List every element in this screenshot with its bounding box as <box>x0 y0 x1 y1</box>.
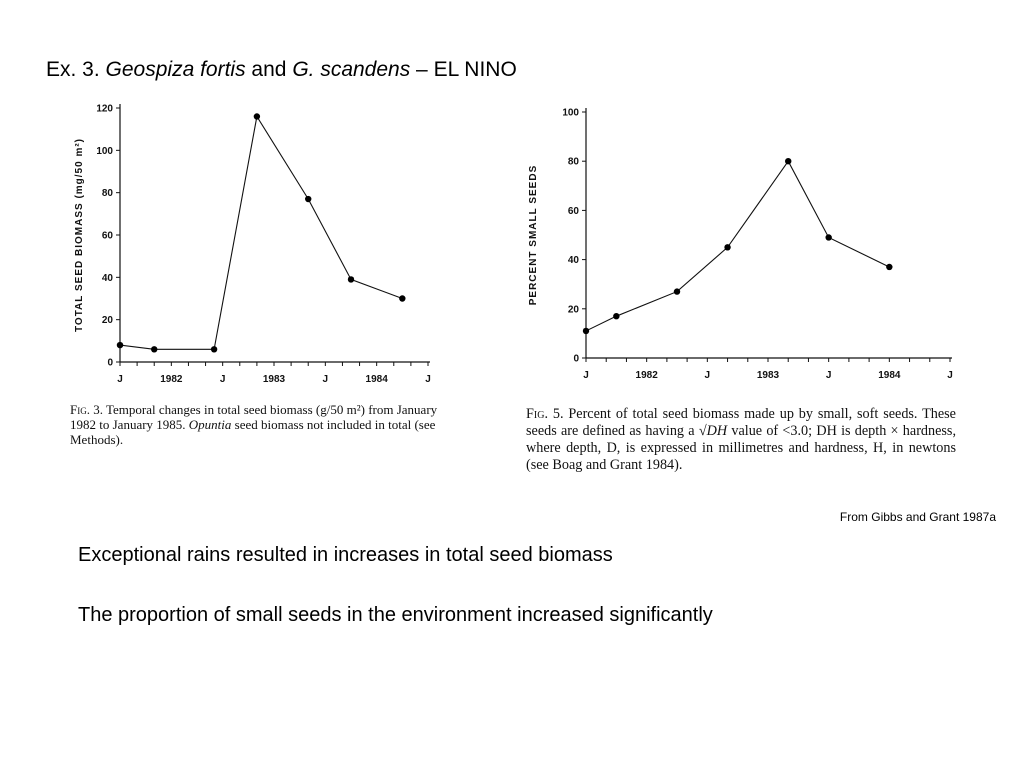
x-tick-label: J <box>219 374 226 385</box>
data-point <box>886 264 892 270</box>
data-point <box>348 276 354 282</box>
title-species-2: G. scandens <box>292 58 411 81</box>
x-tick-label: J <box>704 370 711 381</box>
x-tick-label: J <box>825 370 832 381</box>
data-point <box>613 313 619 319</box>
figure-5-sqrt: √DH <box>698 423 728 439</box>
y-tick-label: 40 <box>101 272 113 284</box>
y-tick-label: 80 <box>101 188 113 200</box>
x-tick-label: J <box>947 370 953 381</box>
x-tick-label: 1984 <box>878 370 901 381</box>
y-tick-label: 60 <box>567 205 579 217</box>
data-point <box>151 346 157 352</box>
x-tick-label: 1984 <box>365 374 388 385</box>
x-tick-label: J <box>583 370 589 381</box>
y-tick-label: 0 <box>573 353 579 365</box>
title-species-1: Geospiza fortis <box>105 58 246 81</box>
y-tick-label: 100 <box>562 107 579 119</box>
data-point <box>724 244 730 250</box>
figure-5-label: Fig. 5. <box>526 406 564 422</box>
figure-3-italic: Opuntia <box>188 417 232 432</box>
x-tick-label: J <box>425 374 431 385</box>
y-tick-label: 120 <box>96 103 113 115</box>
data-point <box>305 196 311 202</box>
data-point <box>674 288 680 294</box>
figure-3-caption <box>70 402 440 447</box>
figure-3-text-end: seed biomass not included in total (see Methods). <box>70 417 436 447</box>
data-point <box>825 234 831 240</box>
x-tick-label: 1983 <box>262 374 286 385</box>
x-tick-label: 1983 <box>756 370 780 381</box>
data-point <box>254 113 260 119</box>
title-suffix: – EL NINO <box>410 58 517 81</box>
x-tick-label: 1982 <box>635 370 658 381</box>
figure-5-caption <box>526 406 956 474</box>
x-tick-label: J <box>117 374 123 385</box>
data-point <box>583 328 589 334</box>
y-tick-label: 40 <box>567 255 579 267</box>
series-line <box>586 161 889 331</box>
body-line-1: Exceptional rains resulted in increases in total seed biomass <box>78 544 613 566</box>
y-tick-label: 20 <box>101 315 113 327</box>
title-prefix: Ex. 3. <box>46 58 106 81</box>
body-line-2: The proportion of small seeds in the environment increased significantly <box>78 604 713 626</box>
figure-5-text: Percent of total seed biomass made up by small, soft seeds. These seeds are defined as having a <box>526 406 956 439</box>
seed-biomass-chart <box>68 96 448 396</box>
figure-3-text: Temporal changes in total seed biomass (g/50 m²) from January 1982 to January 1985. <box>70 402 438 432</box>
series-line <box>120 116 402 349</box>
figure-3-label: Fig. 3. <box>70 402 103 417</box>
data-point <box>117 342 123 348</box>
figure-5-text-end: value of <3.0; DH is depth × hardness, where depth, D, is expressed in millimetres and hardness, H, in newtons (see Boag and Grant 1984). <box>526 423 956 473</box>
data-point <box>399 295 405 301</box>
y-tick-label: 100 <box>96 145 113 157</box>
small-seeds-chart <box>518 96 968 396</box>
data-point <box>211 346 217 352</box>
y-tick-label: 0 <box>107 357 113 369</box>
y-tick-label: 80 <box>567 156 579 168</box>
y-tick-label: 20 <box>567 304 579 316</box>
source-credit: From Gibbs and Grant 1987a <box>839 510 996 524</box>
data-point <box>785 158 791 164</box>
x-tick-label: J <box>322 374 329 385</box>
slide-title <box>46 58 517 82</box>
x-tick-label: 1982 <box>160 374 183 385</box>
y-axis-title: PERCENT SMALL SEEDS <box>528 164 539 306</box>
title-conjunction: and <box>245 58 293 81</box>
y-axis-title: TOTAL SEED BIOMASS (mg/50 m²) <box>74 137 85 333</box>
y-tick-label: 60 <box>101 230 113 242</box>
